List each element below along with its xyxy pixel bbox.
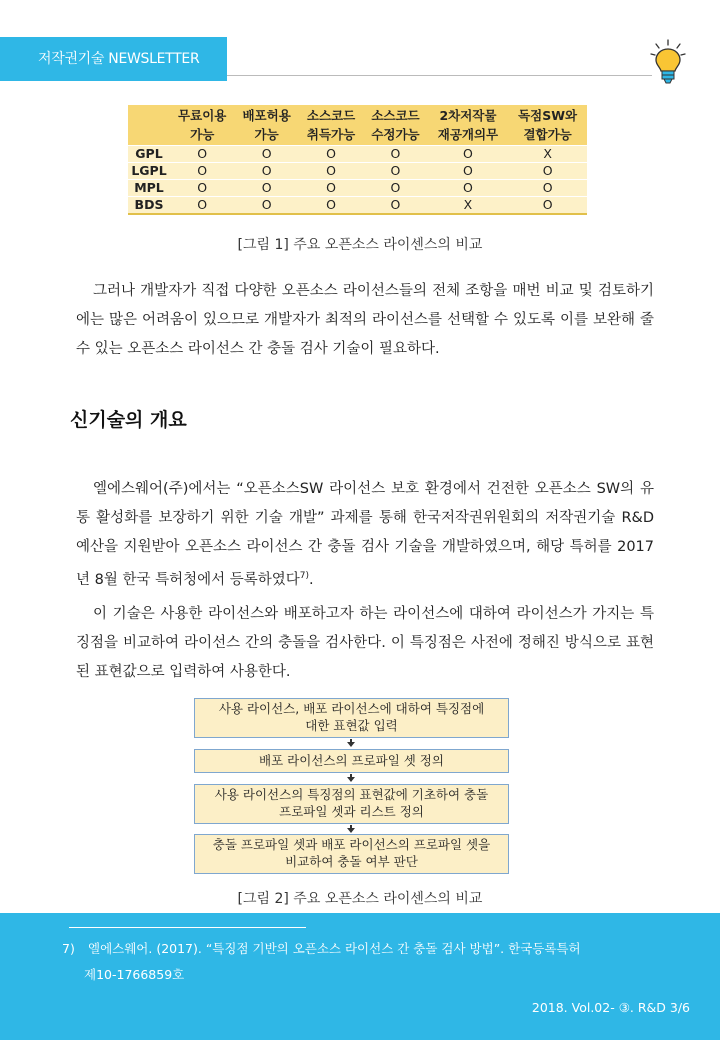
- newsletter-title: 저작권기술 NEWSLETTER: [38, 51, 200, 67]
- table-cell: O: [170, 180, 234, 197]
- newsletter-title-tab: [0, 37, 227, 81]
- footnote-ref: 7): [299, 571, 310, 581]
- table-cell: X: [428, 197, 509, 215]
- row-label: LGPL: [128, 163, 170, 180]
- row-label: GPL: [128, 146, 170, 163]
- table-cell: O: [508, 163, 587, 180]
- table-cell: X: [508, 146, 587, 163]
- table-row: [128, 163, 587, 180]
- page-number: 2018. Vol.02- ③. R&D 3/6: [531, 1000, 690, 1015]
- table-cell: O: [363, 146, 427, 163]
- table-cell: O: [234, 163, 298, 180]
- table-header-cell: 소스코드 수정가능: [363, 105, 427, 146]
- paragraph-3: 이 기술은 사용한 라이선스와 배포하고자 하는 라이선스에 대하여 라이선스가 가지는 특징점을 비교하여 라이선스 간의 충돌을 검사한다. 이 특징점은 사전에 정해진 방식으로 표현된 표현값으로 입력하여 사용한다.: [76, 606, 654, 680]
- table-header-cell: 독점SW와 결합가능: [508, 105, 587, 146]
- paragraph-2: 엘에스웨어(주)에서는 “오픈소스SW 라이선스 보호 환경에서 건전한 오픈소스 SW의 유통 활성화를 보장하기 위한 기술 개발” 과제를 통해 한국저작권위원회의 저작권기술 R&D 예산을 지원받아 오픈소스 라이선스 간 충돌 검사 기술을 개발하였으며, 해당 특허를 2017년 8월 한국 특허청에서 등록하였다$^{7)}$.: [76, 481, 654, 588]
- table-corner-cell: [128, 105, 170, 146]
- table-cell: O: [428, 180, 509, 197]
- lightbulb-icon: [648, 38, 688, 86]
- section-title: 신기술의 개요: [70, 409, 187, 431]
- footnote-divider: [69, 927, 306, 928]
- arrow-down-icon: [347, 828, 355, 833]
- table-cell: O: [428, 146, 509, 163]
- table-header-cell: 배포허용 가능: [234, 105, 298, 146]
- table-cell: O: [363, 197, 427, 215]
- table-cell: O: [508, 180, 587, 197]
- table-cell: O: [299, 180, 363, 197]
- table-cell: O: [170, 146, 234, 163]
- table-row: [128, 180, 587, 197]
- figure-2-caption: [그림 2] 주요 오픈소스 라이센스의 비교: [237, 891, 483, 907]
- table-cell: O: [234, 197, 298, 215]
- table-row: [128, 146, 587, 163]
- arrow-down-icon: [347, 777, 355, 782]
- row-label: MPL: [128, 180, 170, 197]
- paragraph-1: 그러나 개발자가 직접 다양한 오픈소스 라이선스들의 전체 조항을 매번 비교 및 검토하기에는 많은 어려움이 있으므로 개발자가 최적의 라이선스를 선택할 수 있도록 이를 보완해 줄 수 있는 오픈소스 라이선스 간 충돌 검사 기술이 필요하다.: [76, 283, 654, 357]
- table-cell: O: [234, 180, 298, 197]
- table-cell: O: [170, 197, 234, 215]
- flow-step-2: 배포 라이선스의 프로파일 셋 정의: [194, 749, 509, 773]
- license-comparison-table: [128, 105, 587, 215]
- table-cell: O: [234, 146, 298, 163]
- table-header-cell: 2차저작물 재공개의무: [428, 105, 509, 146]
- figure-1-caption: [그림 1] 주요 오픈소스 라이센스의 비교: [237, 237, 483, 253]
- footnote-text-continued: 제10-1766859호: [84, 967, 185, 982]
- footnote: [62, 936, 662, 988]
- table-cell: O: [299, 197, 363, 215]
- table-cell: O: [363, 163, 427, 180]
- table-header-row: [128, 105, 587, 146]
- table-cell: O: [428, 163, 509, 180]
- table-cell: O: [299, 163, 363, 180]
- flow-step-4: 충돌 프로파일 셋과 배포 라이선스의 프로파일 셋을 비교하여 충돌 여부 판단: [194, 834, 509, 874]
- footnote-number: 7): [62, 941, 75, 956]
- table-cell: O: [299, 146, 363, 163]
- table-header-cell: 무료이용 가능: [170, 105, 234, 146]
- arrow-down-icon: [347, 742, 355, 747]
- table-row: [128, 197, 587, 215]
- flow-step-3: 사용 라이선스의 특징점의 표현값에 기초하여 충돌 프로파일 셋과 리스트 정의: [194, 784, 509, 824]
- table-header-cell: 소스코드 취득가능: [299, 105, 363, 146]
- flow-step-1: 사용 라이선스, 배포 라이선스에 대하여 특징점에 대한 표현값 입력: [194, 698, 509, 738]
- table-cell: O: [363, 180, 427, 197]
- table-cell: O: [508, 197, 587, 215]
- row-label: BDS: [128, 197, 170, 215]
- table-cell: O: [170, 163, 234, 180]
- header-divider: [227, 75, 652, 76]
- footnote-text: 엘에스웨어. (2017). “특징점 기반의 오픈소스 라이선스 간 충돌 검사 방법”. 한국등록특허: [88, 941, 581, 956]
